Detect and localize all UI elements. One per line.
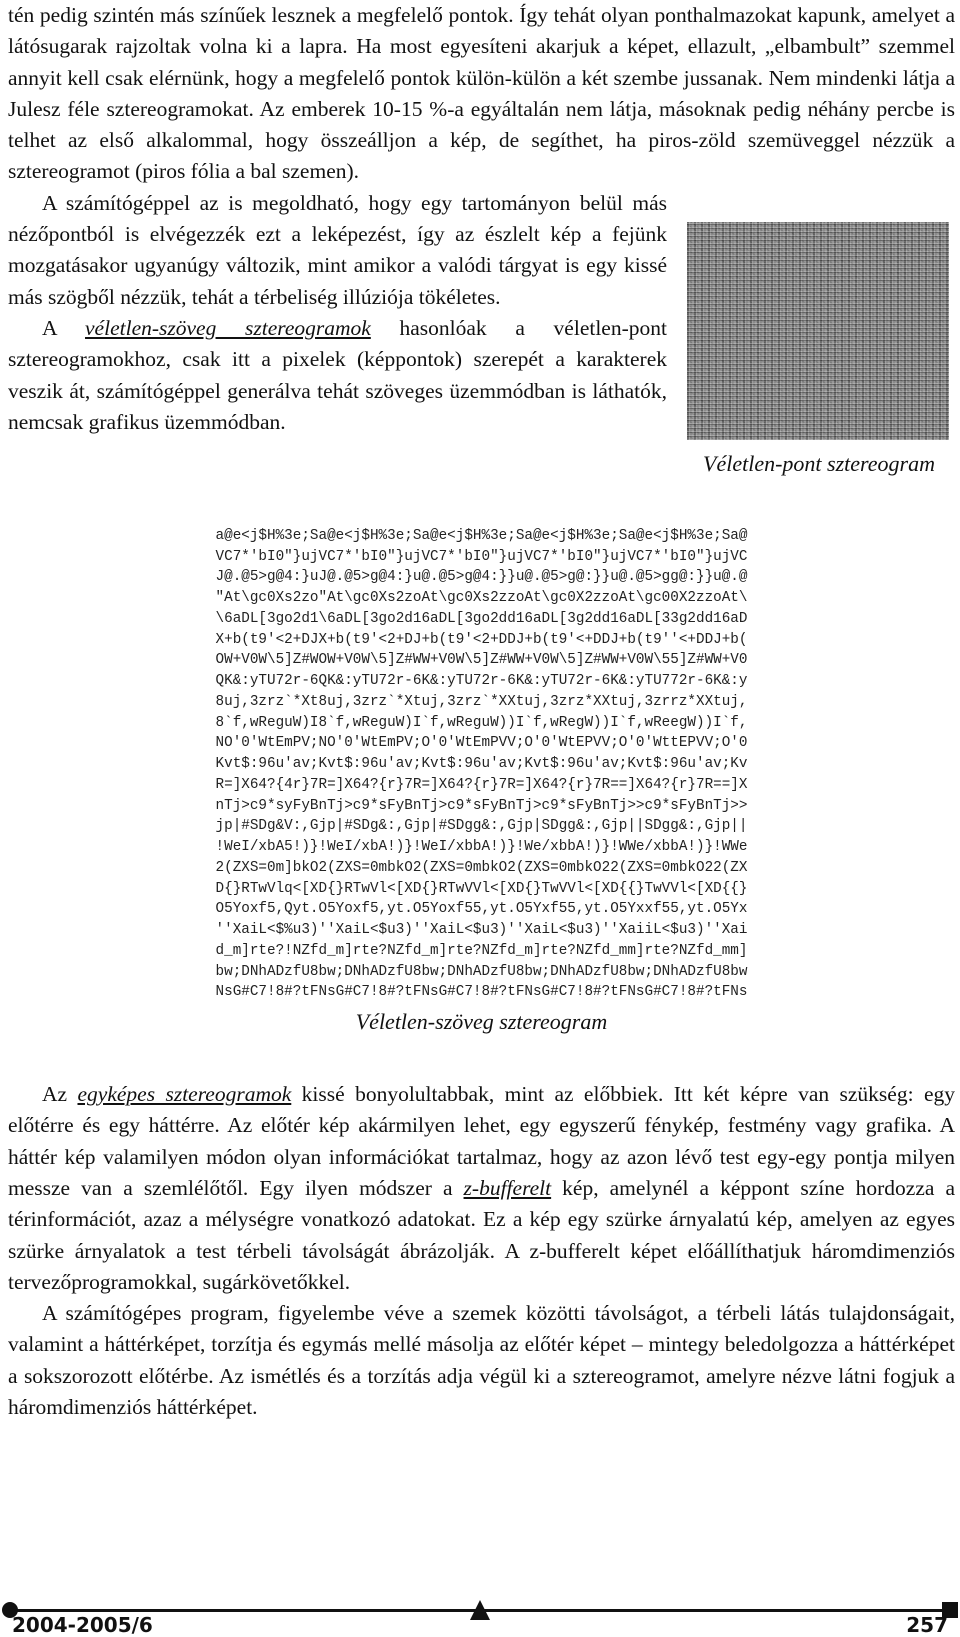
text-stereogram-line: !WeI/xbA5!)}!WeI/xbA!)}!WeI/xbbA!)}!We/xbbA!)}!WWe/xbbA!)}!WWe <box>215 839 748 856</box>
text-stereogram-line: \6aDL[3go2d1\6aDL[3go2d16aDL[3go2dd16aDL[3g2dd16aDL[33g2dd16aD <box>215 610 748 627</box>
term-z-buffered: z-bufferelt <box>463 1175 552 1200</box>
program-paragraph: A számítógépes program, figyelembe véve a szemek közötti távolságot, a térbeli látás tulajdonságait, valamint a háttérképet, torzítja és egymás mellé másolja az előtér képet – mintegy beledolgozza a háttérképet a sokszorozott előtérbe. Az ismétlés és a torzítás adja végül ki a sztereogramot, amelyre nézve látni fogjuk a háromdimenziós háttérképet. <box>8 1301 955 1419</box>
article-page <box>8 0 955 1423</box>
text-stereogram-line: 8`f,wReguW)I8`f,wReguW)I`f,wReguW))I`f,wRegW))I`f,wReegW))I`f, <box>215 714 748 731</box>
term-random-text-stereogram: véletlen-szöveg sztereogramok <box>85 315 371 340</box>
text-run: Az <box>42 1082 78 1107</box>
text-stereogram-caption: Véletlen-szöveg sztereogram <box>355 1009 608 1035</box>
text-stereogram-line: d_m]rte?!NZfd_m]rte?NZfd_m]rte?NZfd_m]rte?NZfd_mm]rte?NZfd_mm] <box>215 942 748 959</box>
text-stereogram-line: QK&:yTU72r-6QK&:yTU72r-6K&:yTU72r-6K&:yTU72r-6K&:yTU772r-6K&:y <box>215 673 748 690</box>
computer-paragraph: A számítógéppel az is megoldható, hogy egy tartományon belül más nézőpontból is elvégezzék ezt a leképezést, így az észlelt kép a fejünk mozgatásakor ugyanúgy változik, mint amikor a valódi tárgyat is egy kissé más szögből nézzük, tehát a térbeliség illúziója tökéletes. <box>8 190 667 309</box>
triangle-icon <box>470 1600 490 1620</box>
text-stereogram-lines <box>216 526 748 1003</box>
text-run: kissé bonyolultabbak, mint az előbbiek. Itt két képre van szükség: egy előtérre és egy háttérre. Az előtér kép akármilyen lehet, egy egyszerű fénykép, festmény vagy grafika. A háttér kép valamilyen módon olyan információkat tartalmaz, hogy az azon lévő test egy-egy pontja milyen messze van a szemlélőtől. Egy ilyen módszer a <box>8 1082 955 1200</box>
text-stereogram-line: Kvt$:96u'av;Kvt$:96u'av;Kvt$:96u'av;Kvt$:96u'av;Kvt$:96u'av;Kv <box>215 756 748 773</box>
issue-label: 2004-2005/6 <box>12 1613 153 1637</box>
text-stereogram-line: OW+V0W\5]Z#WOW+V0W\5]Z#WW+V0W\5]Z#WW+V0W\5]Z#WW+V0W\55]Z#WW+V0 <box>215 652 748 669</box>
text-run: kép, amelynél a képpont színe hordozza a térinformációt, azaz a mélységre vonatkozó adatokat. Ez a kép egy szürke árnyalatú kép, amelyen az egyes szürke árnyalatok a test térbeli távolságát ábrázolják. A z-bufferelt képet előállíthatjuk háromdimenziós tervezőprogramokkal, sugárkövetőkkel. <box>8 1175 955 1294</box>
text-stereogram-line: nTj>c9*syFyBnTj>c9*sFyBnTj>c9*sFyBnTj>c9*sFyBnTj>>c9*sFyBnTj>> <box>215 797 748 814</box>
text-run: A <box>42 315 86 340</box>
text-stereogram-line: ''XaiL<$%u3)''XaiL<$u3)''XaiL<$u3)''XaiL<$u3)''XaiiL<$u3)''Xai <box>215 922 748 939</box>
text-run: hasonlóak a véletlen-pont sztereogramokhoz, csak itt a pixelek (képpontok) szerepét a karakterek veszik át, számítógéppel generálva tehát szöveges üzemmódban is láthatók, nemcsak grafikus üzemmódban. <box>8 315 667 434</box>
intro-paragraph: tén pedig szintén más színűek lesznek a megfelelő pontok. Így tehát olyan ponthalmazokat kapunk, amelyet a látósugarak rajzoltak volna ki a lapra. Ha most egyesíteni akarjuk a képet, ellazult, „elbambult” szemmel annyit kell csak elérnünk, hogy a megfelelő pontok külön-külön a két szembe jussanak. Nem mindenki látja a Julesz féle sztereogramokat. Az emberek 10-15 %-a egyáltalán nem látja, másoknak pedig néhány percbe is telhet az első alkalommal, hogy összeálljon a kép, de segíthet, ha piros-zöld szemüveggel nézzük a sztereogramot (piros fólia a bal szemen). <box>8 3 955 184</box>
text-stereogram-line: NO'0'WtEmPV;NO'0'WtEmPV;O'0'WtEmPVV;O'0'WtEPVV;O'0'WttEPVV;O'0 <box>215 735 748 752</box>
page-footer <box>0 1600 960 1636</box>
text-stereogram-line: a@e<j$H%3e;Sa@e<j$H%3e;Sa@e<j$H%3e;Sa@e<j$H%3e;Sa@e<j$H%3e;Sa@ <box>215 527 748 544</box>
text-stereogram-line: X+b(t9'<2+DJX+b(t9'<2+DJ+b(t9'<2+DDJ+b(t9'<+DDJ+b(t9''<+DDJ+b( <box>215 631 748 648</box>
random-dot-stereogram-figure <box>683 222 955 478</box>
text-stereogram-line: 2(ZXS=0m]bkO2(ZXS=0mbkO2(ZXS=0mbkO2(ZXS=0mbkO22(ZXS=0mbkO22(ZX <box>215 859 748 876</box>
text-stereogram-line: jp|#SDg&V:,Gjp|#SDg&:,Gjp|#SDgg&:,Gjp|SDgg&:,Gjp||SDgg&:,Gjp|| <box>215 818 748 835</box>
text-stereogram-line: VC7*'bI0"}ujVC7*'bI0"}ujVC7*'bI0"}ujVC7*'bI0"}ujVC7*'bI0"}ujVC <box>215 548 748 565</box>
text-stereogram-figure <box>8 484 955 1035</box>
page-number: 257 <box>906 1613 948 1637</box>
text-stereogram-line: O5Yoxf5,Qyt.O5Yoxf5,yt.O5Yoxf55,yt.O5Yxf55,yt.O5Yxxf55,yt.O5Yx <box>215 901 748 918</box>
text-stereogram-line: R=]X64?{4r}7R=]X64?{r}7R=]X64?{r}7R=]X64?{r}7R==]X64?{r}7R==]X <box>215 776 748 793</box>
text-stereogram-line: "At\gc0Xs2zo"At\gc0Xs2zoAt\gc0Xs2zzoAt\gc0X2zzoAt\gc00X2zzoAt\ <box>215 590 748 607</box>
term-single-image-stereogram: egyképes sztereogramok <box>77 1082 292 1107</box>
text-stereogram-line: D{}RTwVlq<[XD{}RTwVl<[XD{}RTwVVl<[XD{}TwVVl<[XD{{}TwVVl<[XD{{} <box>215 880 748 897</box>
single-image-paragraph <box>8 1079 955 1298</box>
text-stereogram-line: 8uj,3zrz`*Xt8uj,3zrz`*Xtuj,3zrz`*XXtuj,3zrz*XXtuj,3zrrz*XXtuj, <box>215 693 748 710</box>
random-dot-stereogram-image <box>687 222 949 440</box>
text-stereogram-line: bw;DNhADzfU8bw;DNhADzfU8bw;DNhADzfU8bw;DNhADzfU8bw;DNhADzfU8bw <box>215 963 748 980</box>
text-stereogram-line: J@.@5>g@4:}uJ@.@5>g@4:}u@.@5>g@4:}}u@.@5>g@:}}u@.@5>gg@:}}u@.@ <box>215 569 748 586</box>
random-dot-stereogram-caption: Véletlen-pont sztereogram <box>703 450 935 476</box>
text-stereogram-line: NsG#C7!8#?tFNsG#C7!8#?tFNsG#C7!8#?tFNsG#C7!8#?tFNsG#C7!8#?tFNs <box>215 984 748 1001</box>
